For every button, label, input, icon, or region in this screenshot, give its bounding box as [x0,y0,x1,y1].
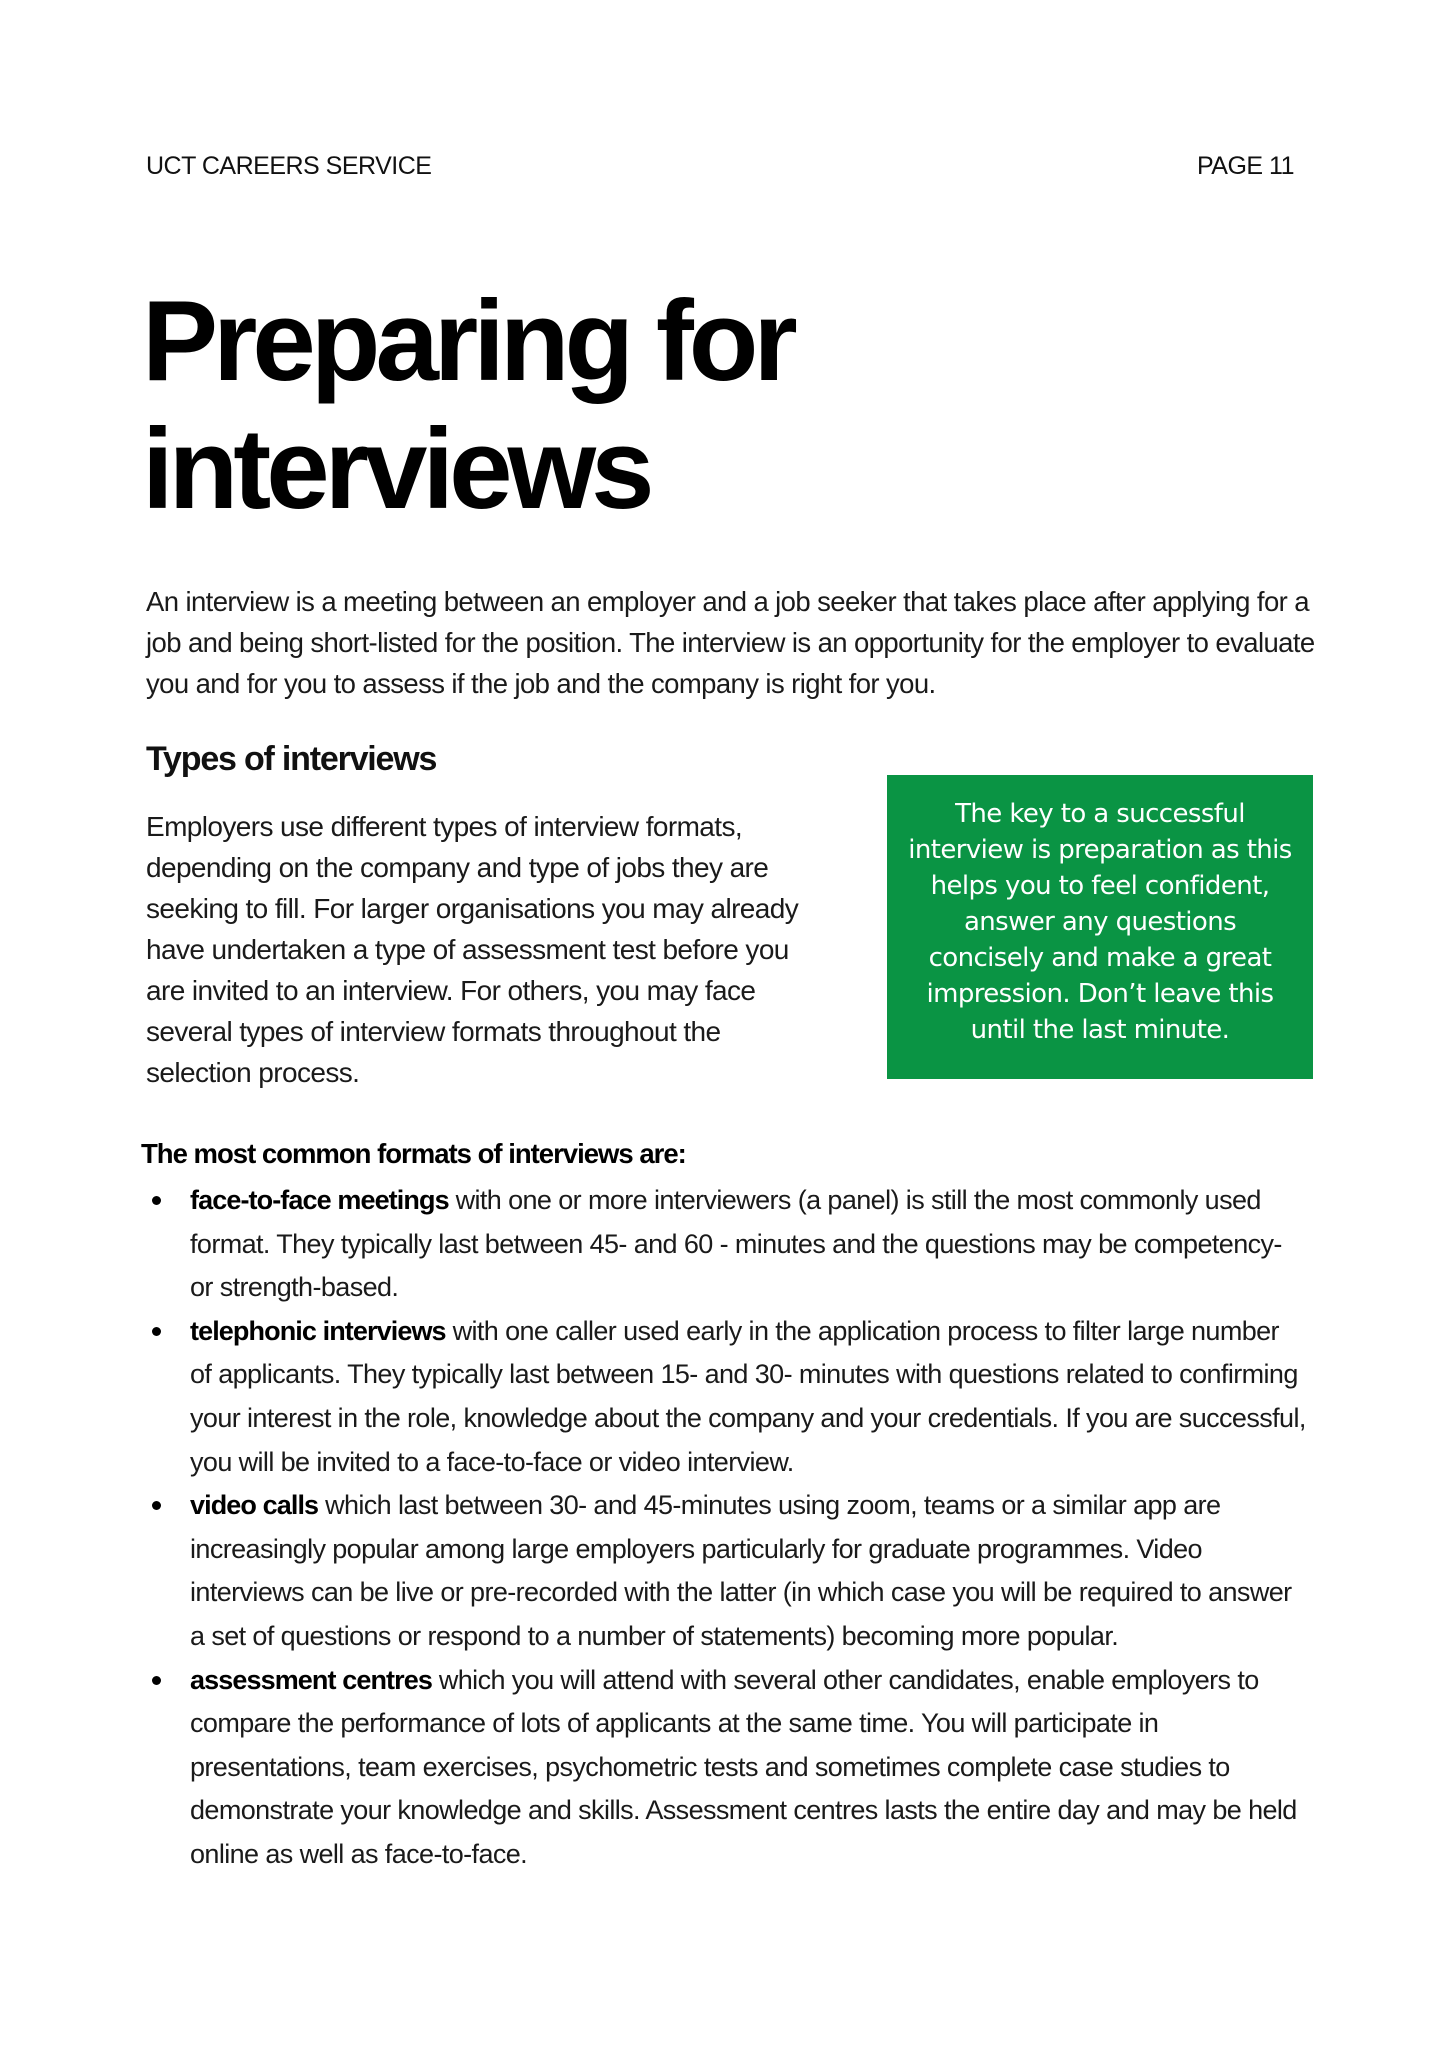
bullet-icon [152,1501,161,1510]
list-item-term: video calls [190,1490,319,1521]
types-paragraph: Employers use different types of interview formats, depending on the company and type of jobs they are seeking to fill. For larger organisations you may already have undertaken a type of assessment test before you are invited to an interview. For others, you may face several types of interview formats throughout the selection process. [146,811,799,1088]
page-title-line-2: interviews [142,406,650,533]
list-item-text: with one or more interviewers (a panel) is still the most commonly used format. They typically last between 45- and 60 - minutes and the questions may be competency- or strength-based. [190,1185,1282,1303]
list-item-text: which last between 30- and 45-minutes using zoom, teams or a similar app are increasingly popular among large employers particularly for graduate programmes. Video interviews can be live or pre-recorded with the latter (in which case you will be required to answer a set of questions or respond to a number of statements) becoming more popular. [190,1490,1292,1651]
bullet-icon [152,1676,161,1685]
page-title [142,278,1042,534]
types-heading: Types of interviews [146,740,437,778]
list-item [146,1310,1306,1484]
formats-heading: The most common formats of interviews are: [141,1138,686,1169]
callout-box [887,775,1313,1079]
list-item-text: with one caller used early in the application process to filter large number of applicants. They typically last between 15- and 30- minutes with questions related to confirming your interest in the role, knowledge about the company and your credentials. If you are successful, you will be invited to a face-to-face or video interview. [190,1315,1306,1477]
list-item-term: assessment centres [190,1664,432,1695]
list-item [146,1659,1306,1877]
list-item-term: telephonic interviews [190,1315,446,1346]
page-title-line-1: Preparing for [142,278,793,405]
bullet-icon [152,1196,161,1205]
list-item-text: which you will attend with several other candidates, enable employers to compare the performance of lots of applicants at the same time. You will participate in presentations, team exercises, psychometric tests and sometimes complete case studies to demonstrate your knowledge and skills. Assessment centres lasts the entire day and may be held online as well as face-to-face. [190,1664,1297,1869]
formats-list [146,1179,1306,1877]
intro-paragraph: An interview is a meeting between an employer and a job seeker that takes place after applying for a job and being short-listed for the position. The interview is an opportunity for the employer to evaluate you and for you to assess if the job and the company is right for you. [146,586,1315,699]
bullet-icon [152,1327,161,1336]
list-item [146,1179,1306,1310]
list-item-term: face-to-face meetings [190,1185,449,1215]
list-item [146,1484,1306,1658]
page-number: PAGE 11 [1196,152,1294,180]
callout-text: The key to a successful interview is preparation as this helps you to feel confident, answer any questions concisely and make a great impression. Don’t leave this until the last minute. [908,799,1292,1045]
header-organisation: UCT CAREERS SERVICE [146,152,432,180]
